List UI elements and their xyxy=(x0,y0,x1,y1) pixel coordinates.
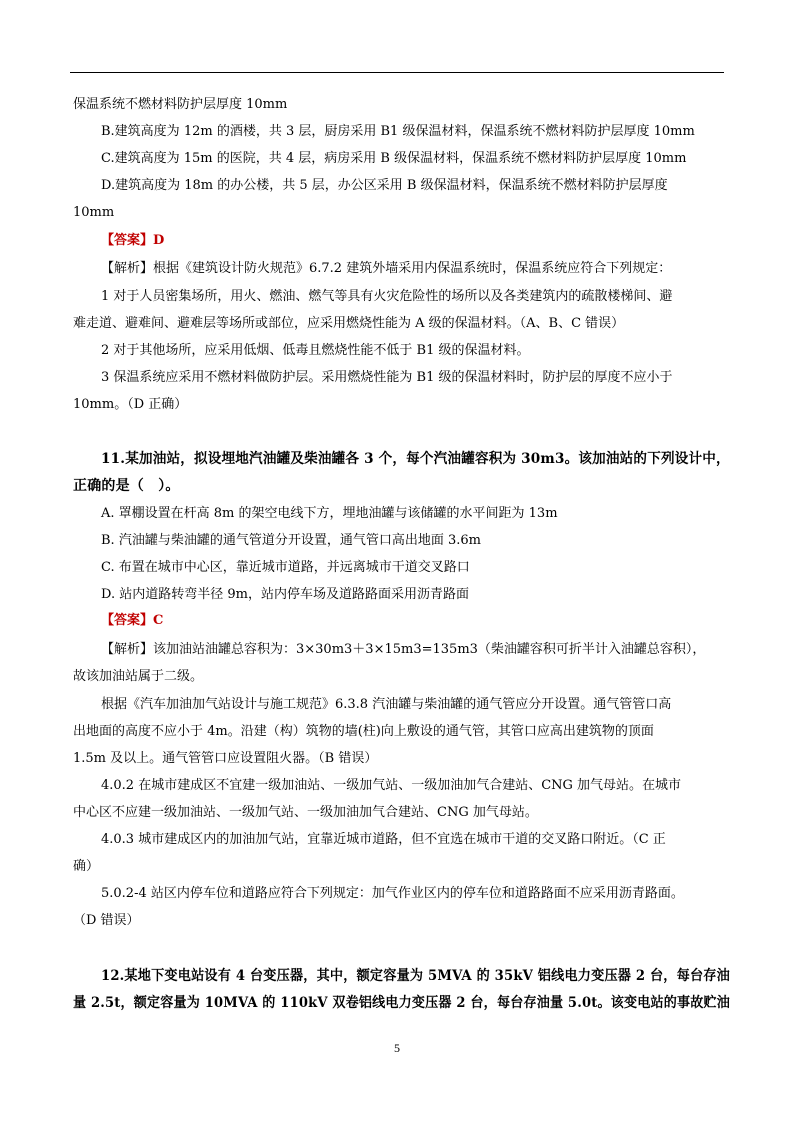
analysis-line: 4.0.3 城市建成区内的加油加气站，宜靠近城市道路，但不宜选在城市干道的交叉路口附近。（C 正 xyxy=(101,832,666,847)
option-d-tail: 10mm xyxy=(73,205,115,220)
analysis-line: 确） xyxy=(73,859,100,874)
analysis-line: 故该加油站属于二级。 xyxy=(73,669,204,684)
analysis-line: 根据《汽车加油加气站设计与施工规范》6.3.8 汽油罐与柴油罐的通气管应分开设置。通气管管口高 xyxy=(101,697,672,712)
option-c: C. 布置在城市中心区，靠近城市道路，并远离城市干道交叉路口 xyxy=(101,560,470,575)
question-12-text: 12.某地下变电站设有 4 台变压器，其中，额定容量为 5MVA 的 35kV 铝线电力变压器 2 台，每台存油 xyxy=(101,968,730,984)
analysis-line: 3 保温系统应采用不燃材料做防护层。采用燃烧性能为 B1 级的保温材料时，防护层的厚度不应小于 xyxy=(101,370,673,385)
option-d: D. 站内道路转弯半径 9m，站内停车场及道路路面采用沥青路面 xyxy=(101,587,469,602)
answer-value: C xyxy=(153,613,164,628)
analysis-line: 10mm。（D 正确） xyxy=(73,397,188,412)
analysis-line: 【解析】根据《建筑设计防火规范》6.7.2 建筑外墙采用内保温系统时，保温系统应符合下列规定： xyxy=(101,261,672,276)
analysis-line: 2 对于其他场所，应采用低烟、低毒且燃烧性能不低于 B1 级的保温材料。 xyxy=(101,343,530,358)
analysis-line: 5.0.2-4 站区内停车位和道路应符合下列规定：加气作业区内的停车位和道路路面不应采用沥青路面。 xyxy=(101,886,684,901)
analysis-line: 中心区不应建一级加油站、一级加气站、一级加油加气合建站、CNG 加气母站。 xyxy=(73,805,538,820)
option-b: B. 汽油罐与柴油罐的通气管道分开设置，通气管口高出地面 3.6m xyxy=(101,533,481,548)
header-rule xyxy=(70,72,724,73)
option-a-tail: 保温系统不燃材料防护层厚度 10mm xyxy=(73,97,288,112)
option-d: D.建筑高度为 18m 的办公楼，共 5 层，办公区采用 B 级保温材料，保温系统不燃材料防护层厚度 xyxy=(101,178,668,193)
answer-line xyxy=(101,233,164,249)
analysis-line: 出地面的高度不应小于 4m。沿建（构）筑物的墙(柱)向上敷设的通气管，其管口应高出建筑物的顶面 xyxy=(73,724,654,739)
option-a: A. 罩棚设置在杆高 8m 的架空电线下方，埋地油罐与该储罐的水平间距为 13m xyxy=(101,506,558,521)
analysis-line: 4.0.2 在城市建成区不宜建一级加油站、一级加气站、一级加油加气合建站、CNG 加气母站。在城市 xyxy=(101,778,682,793)
option-b: B.建筑高度为 12m 的酒楼，共 3 层，厨房采用 B1 级保温材料，保温系统不燃材料防护层厚度 10mm xyxy=(101,124,695,139)
question-12-text: 量 2.5t，额定容量为 10MVA 的 110kV 双卷铝线电力变压器 2 台，每台存油量 5.0t。该变电站的事故贮油 xyxy=(73,995,730,1011)
answer-label: 【答案】 xyxy=(101,233,154,248)
page-number: 5 xyxy=(394,1041,400,1055)
analysis-line: 难走道、避难间、避难层等场所或部位，应采用燃烧性能为 A 级的保温材料。（A、B、C 错误） xyxy=(73,316,625,331)
question-11-text: 11.某加油站，拟设埋地汽油罐及柴油罐各 3 个，每个汽油罐容积为 30m3。该加油站的下列设计中， xyxy=(101,451,730,467)
answer-label: 【答案】 xyxy=(101,613,154,628)
option-c: C.建筑高度为 15m 的医院，共 4 层，病房采用 B 级保温材料，保温系统不燃材料防护层厚度 10mm xyxy=(101,151,687,166)
analysis-line: 【解析】该加油站油罐总容积为：3×30m3＋3×15m3=135m3（柴油罐容积可折半计入油罐总容积）， xyxy=(101,642,706,657)
analysis-line: 1 对于人员密集场所，用火、燃油、燃气等具有火灾危险性的场所以及各类建筑内的疏散楼梯间、避 xyxy=(101,289,673,304)
analysis-line: 1.5m 及以上。通气管管口应设置阻火器。（B 错误） xyxy=(73,751,378,766)
answer-value: D xyxy=(153,233,165,248)
analysis-line: （D 错误） xyxy=(73,913,140,928)
answer-line xyxy=(101,613,163,629)
question-11-text: 正确的是（ ）。 xyxy=(73,478,180,494)
